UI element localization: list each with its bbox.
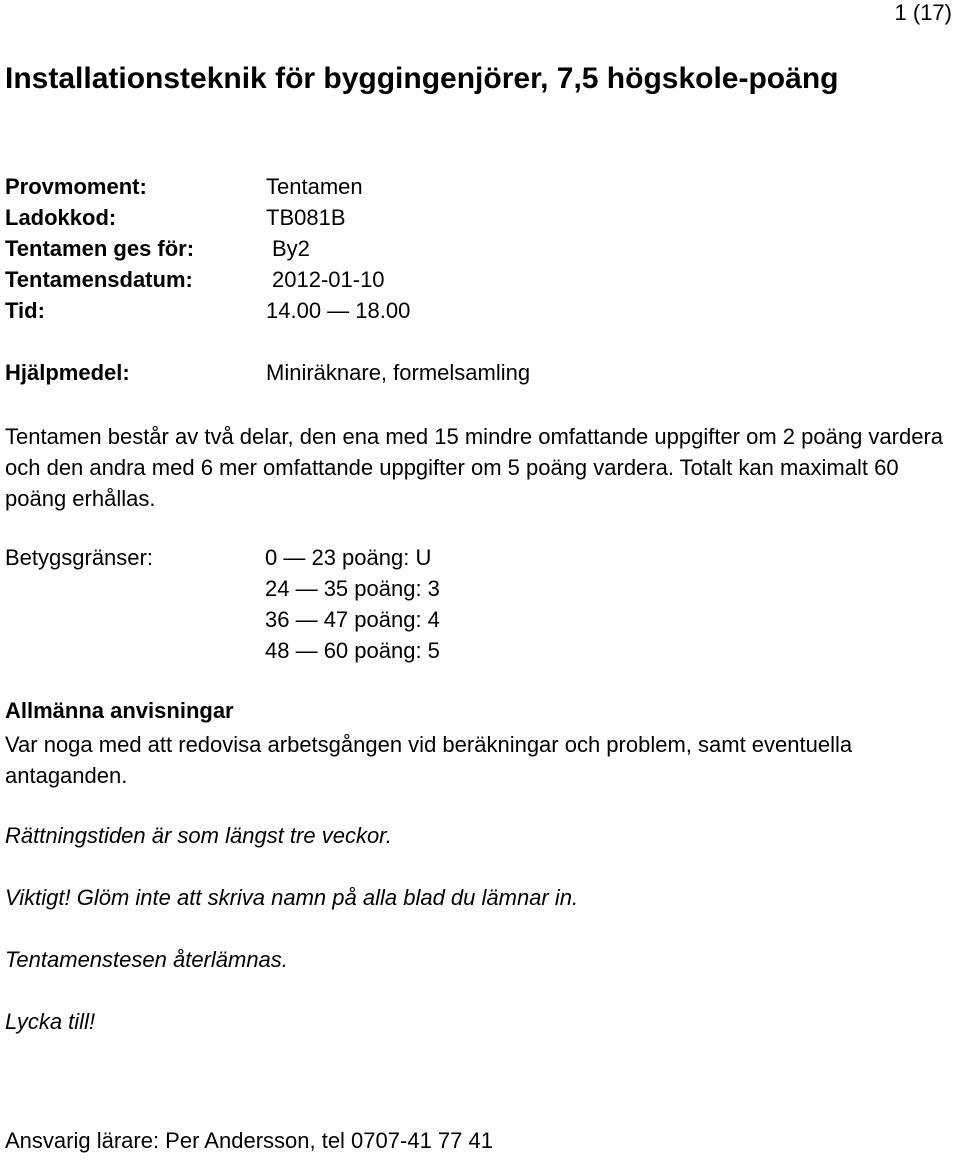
intro-paragraph: Tentamen består av två delar, den ena med 15 mindre omfattande uppgifter om 2 poäng vardera och den andra med 6 mer omfattande uppgifter om 5 poäng vardera. Totalt kan maximalt 60 poäng erhållas. [5,424,944,511]
meta-label-datum: Tentamensdatum: [5,267,193,292]
grades-label: Betygsgränser: [5,545,153,570]
note-grading-time: Rättningstiden är som längst tre veckor. [5,823,392,848]
note-important: Viktigt! Glöm inte att skriva namn på alla blad du lämnar in. [5,885,579,910]
meta-value-provmoment: Tentamen [266,174,363,199]
meta-label-ladokkod: Ladokkod: [5,205,117,230]
general-heading: Allmänna anvisningar [5,698,234,723]
grade-row: 0 — 23 poäng: U [265,545,432,570]
meta-label-tid: Tid: [5,298,45,323]
meta-value-ladokkod: TB081B [266,205,346,230]
aids-value: Miniräknare, formelsamling [266,360,531,385]
note-returned: Tentamenstesen återlämnas. [5,947,288,972]
responsible-teacher: Ansvarig lärare: Per Andersson, tel 0707-41 77 41 [5,1128,493,1153]
meta-value-datum: 2012-01-10 [272,267,385,292]
grade-row: 36 — 47 poäng: 4 [265,607,440,632]
grade-row: 24 — 35 poäng: 3 [265,576,440,601]
general-text: Var noga med att redovisa arbetsgången vid beräkningar och problem, samt eventuella antaganden. [5,732,853,788]
meta-value-ges-for: By2 [272,236,310,261]
meta-label-ges-for: Tentamen ges för: [5,236,195,261]
aids-label: Hjälpmedel: [5,360,130,385]
note-good-luck: Lycka till! [5,1009,96,1034]
meta-value-tid: 14.00 — 18.00 [266,298,411,323]
grade-row: 48 — 60 poäng: 5 [265,638,440,663]
page-number: 1 (17) [894,0,952,25]
page-title: Installationsteknik för byggingenjörer, 7,5 högskole-poäng [5,62,839,95]
meta-label-provmoment: Provmoment: [5,174,147,199]
